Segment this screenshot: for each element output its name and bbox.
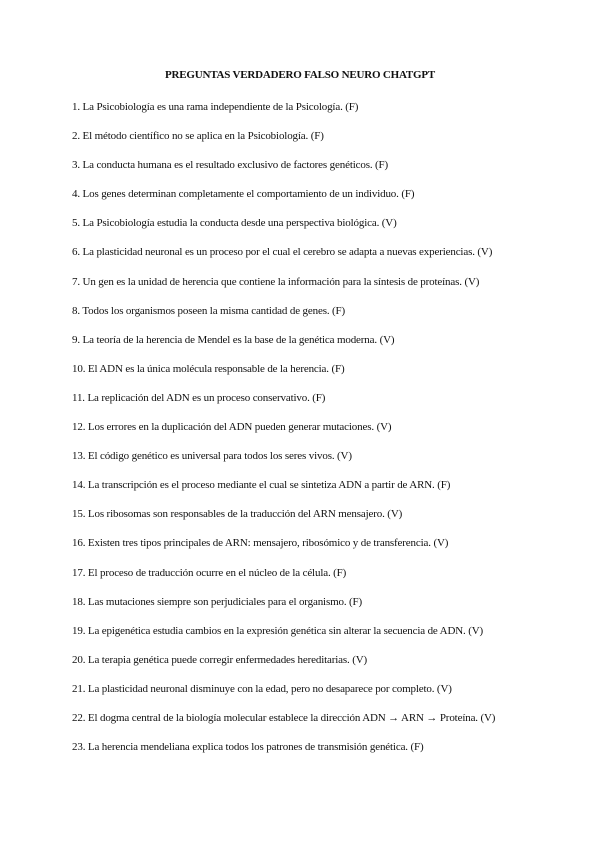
question-item: 21. La plasticidad neuronal disminuye con la edad, pero no desaparece por completo. (V) xyxy=(72,682,452,695)
question-item: 3. La conducta humana es el resultado exclusivo de factores genéticos. (F) xyxy=(72,159,389,172)
question-item: 1. La Psicobiología es una rama independiente de la Psicología. (F) xyxy=(72,101,359,113)
question-item: 15. Los ribosomas son responsables de la traducción del ARN mensajero. (V) xyxy=(72,508,403,521)
question-item: 4. Los genes determinan completamente el comportamiento de un individuo. (F) xyxy=(72,188,415,201)
question-item: 22. El dogma central de la biología molecular establece la dirección ADN → ARN → Proteína. (V) xyxy=(72,711,496,724)
question-item: 13. El código genético es universal para todos los seres vivos. (V) xyxy=(72,450,352,463)
question-item: 12. Los errores en la duplicación del ADN pueden generar mutaciones. (V) xyxy=(72,421,392,434)
question-item: 11. La replicación del ADN es un proceso conservativo. (F) xyxy=(72,391,326,404)
question-item: 9. La teoría de la herencia de Mendel es la base de la genética moderna. (V) xyxy=(72,333,395,346)
question-item: 6. La plasticidad neuronal es un proceso por el cual el cerebro se adapta a nuevas experiencias. (V) xyxy=(72,246,493,259)
document-title: PREGUNTAS VERDADERO FALSO NEURO CHATGPT xyxy=(164,69,436,81)
question-item: 23. La herencia mendeliana explica todos los patrones de transmisión genética. (F) xyxy=(72,741,424,754)
question-item: 19. La epigenética estudia cambios en la expresión genética sin alterar la secuencia de ADN. (V) xyxy=(72,624,484,637)
question-item: 17. El proceso de traducción ocurre en el núcleo de la célula. (F) xyxy=(72,566,347,579)
question-item: 2. El método científico no se aplica en la Psicobiología. (F) xyxy=(72,130,324,143)
question-item: 18. Las mutaciones siempre son perjudiciales para el organismo. (F) xyxy=(72,595,363,608)
question-item: 5. La Psicobiología estudia la conducta desde una perspectiva biológica. (V) xyxy=(72,217,397,230)
question-list xyxy=(72,100,532,769)
question-item: 20. La terapia genética puede corregir enfermedades hereditarias. (V) xyxy=(72,653,368,666)
question-item: 8. Todos los organismos poseen la misma cantidad de genes. (F) xyxy=(72,304,346,317)
question-item: 14. La transcripción es el proceso mediante el cual se sintetiza ADN a partir de ARN. (F) xyxy=(72,479,451,492)
question-item: 10. El ADN es la única molécula responsable de la herencia. (F) xyxy=(72,362,345,375)
question-item: 7. Un gen es la unidad de herencia que contiene la información para la síntesis de proteínas. (V) xyxy=(72,275,480,288)
question-item: 16. Existen tres tipos principales de ARN: mensajero, ribosómico y de transferencia. (V) xyxy=(72,537,449,550)
